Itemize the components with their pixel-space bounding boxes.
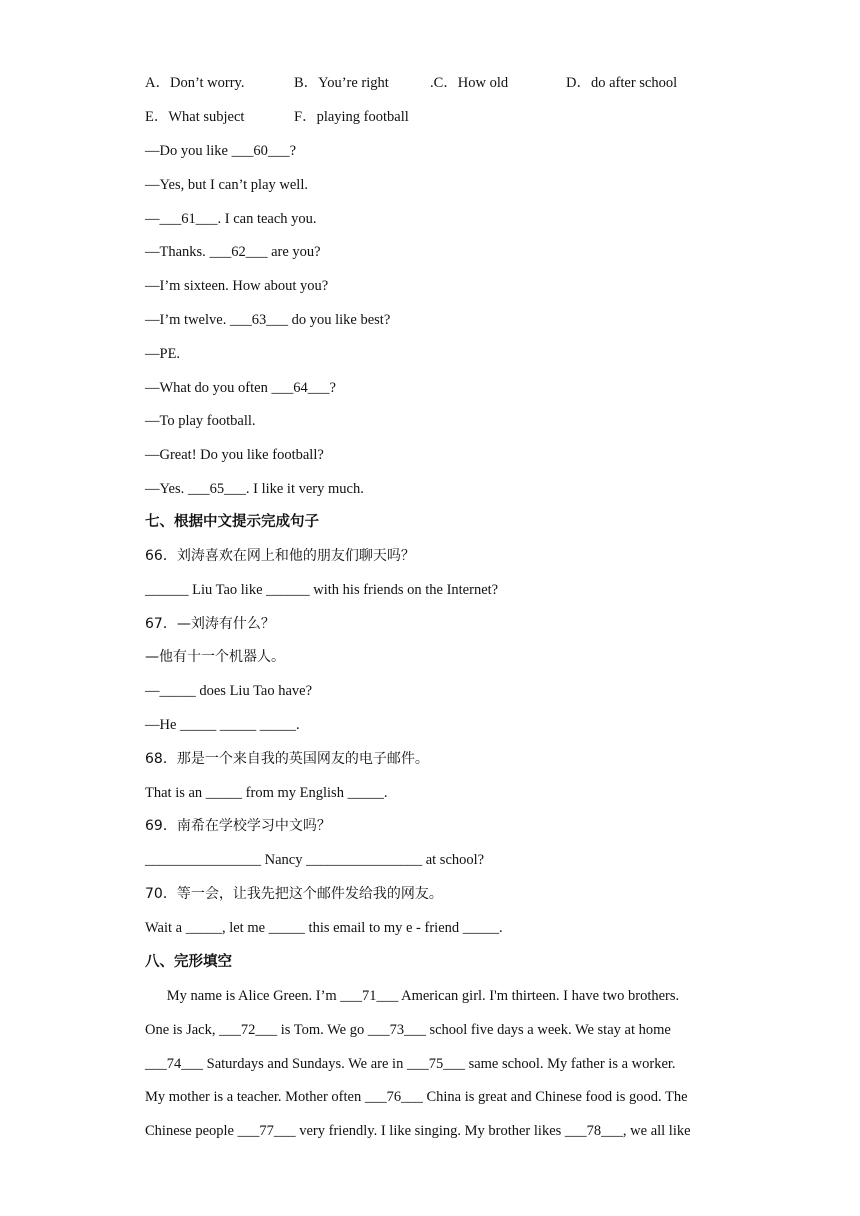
dialogue-text: are you? [267, 244, 321, 261]
answer-blank: ___65___ [187, 481, 246, 497]
fill-in-sentence: Wait a _____, let me _____ this email to my e - friend _____. [145, 919, 503, 936]
cloze-line [145, 987, 717, 1005]
question-prompt: 67．—刘涛有什么？ [145, 615, 275, 632]
dialogue-text: —Yes, but I can’t play well. [145, 176, 308, 193]
cloze-text: One is Jack, [145, 1021, 220, 1038]
cloze-line [145, 1122, 717, 1140]
dialogue-line [145, 142, 296, 160]
cloze-text: is Tom. We go [277, 1021, 368, 1038]
cloze-text: same school. My father is a worker. [464, 1055, 676, 1072]
question-prompt: 69．南希在学校学习中文吗？ [145, 818, 331, 835]
option-a: A．Don’t worry. [145, 75, 245, 91]
cloze-text: , we all like [622, 1123, 691, 1140]
dialogue-text: —What do you often [145, 379, 272, 396]
fill-in-sentence: That is an _____ from my English _____. [145, 784, 388, 801]
fill-in-sentence: —_____ does Liu Tao have? [145, 683, 313, 700]
option-c: .C．How old [430, 75, 509, 91]
cloze-text: My name is Alice Green. I’m [145, 988, 341, 1004]
answer-blank: ___72___ [219, 1021, 278, 1038]
cloze-line [145, 1021, 717, 1039]
question-prompt: 66．刘涛喜欢在网上和他的朋友们聊天吗？ [145, 548, 415, 564]
question-prompt: 68．那是一个来自我的英国网友的电子邮件。 [145, 750, 429, 767]
dialogue-text: — [145, 210, 160, 227]
question-prompt: —他有十一个机器人。 [145, 649, 285, 666]
dialogue-text: —PE. [145, 345, 181, 362]
dialogue-text: —I’m twelve. [145, 312, 230, 328]
dialogue-line [145, 412, 256, 430]
fill-in-sentence: ________________ Nancy ________________ at school? [145, 852, 485, 869]
dialogue-line [145, 379, 336, 397]
answer-blank: ___75___ [406, 1055, 465, 1072]
answer-blank: ___77___ [237, 1123, 296, 1140]
dialogue-line [145, 311, 390, 329]
dialogue-text: . I like it very much. [245, 481, 364, 497]
option-f: F．playing football [294, 109, 409, 125]
fill-in-sentence: ______ Liu Tao like ______ with his friends on the Internet? [145, 581, 499, 598]
dialogue-text: —Do you like [145, 143, 232, 159]
dialogue-line [145, 480, 364, 498]
answer-blank: ___62___ [209, 244, 268, 261]
dialogue-text: —Thanks. [145, 244, 210, 261]
cloze-text: Chinese people [145, 1123, 238, 1140]
section-7-title: 七、根据中文提示完成句子 [145, 514, 319, 530]
cloze-text: school five days a week. We stay at home [425, 1021, 671, 1038]
fill-in-sentence: —He _____ _____ _____. [145, 717, 300, 733]
answer-blank: ___76___ [364, 1089, 423, 1106]
dialogue-line [145, 277, 328, 295]
answer-blank: ___63___ [229, 312, 288, 328]
dialogue-line [145, 345, 180, 363]
dialogue-text: —Great! Do you like football? [145, 447, 324, 464]
dialogue-line [145, 176, 308, 194]
dialogue-line [145, 210, 317, 228]
option-b: B．You’re right [294, 75, 389, 91]
answer-blank: ___78___ [564, 1123, 623, 1140]
dialogue-text: . I can teach you. [217, 210, 317, 227]
option-e: E．What subject [145, 109, 245, 125]
answer-blank: ___73___ [367, 1021, 426, 1038]
answer-blank: ___74___ [145, 1055, 203, 1072]
section-8-title: 八、完形填空 [145, 954, 232, 970]
answer-blank: ___64___ [271, 379, 330, 396]
dialogue-text: do you like best? [287, 312, 391, 328]
answer-blank: ___61___ [159, 210, 218, 227]
question-prompt: 70．等一会，让我先把这个邮件发给我的网友。 [145, 886, 443, 902]
option-d: D．do after school [566, 75, 678, 91]
cloze-line [145, 1088, 717, 1106]
dialogue-text: —To play football. [145, 413, 256, 430]
answer-blank: ___60___ [231, 143, 290, 159]
cloze-text: China is great and Chinese food is good. The [422, 1089, 688, 1106]
cloze-line [145, 1055, 717, 1073]
cloze-text: Saturdays and Sundays. We are in [203, 1055, 407, 1072]
dialogue-line [145, 243, 321, 261]
dialogue-line [145, 446, 324, 464]
cloze-text: American girl. I'm thirteen. I have two brothers. [398, 988, 680, 1004]
cloze-text: My mother is a teacher. Mother often [145, 1089, 365, 1106]
dialogue-text: —I’m sixteen. How about you? [145, 278, 329, 295]
dialogue-text: —Yes. [145, 481, 188, 497]
dialogue-text: ? [329, 379, 336, 396]
cloze-text: very friendly. I like singing. My brother likes [295, 1123, 565, 1140]
answer-blank: ___71___ [340, 988, 399, 1004]
dialogue-text: ? [289, 143, 297, 159]
